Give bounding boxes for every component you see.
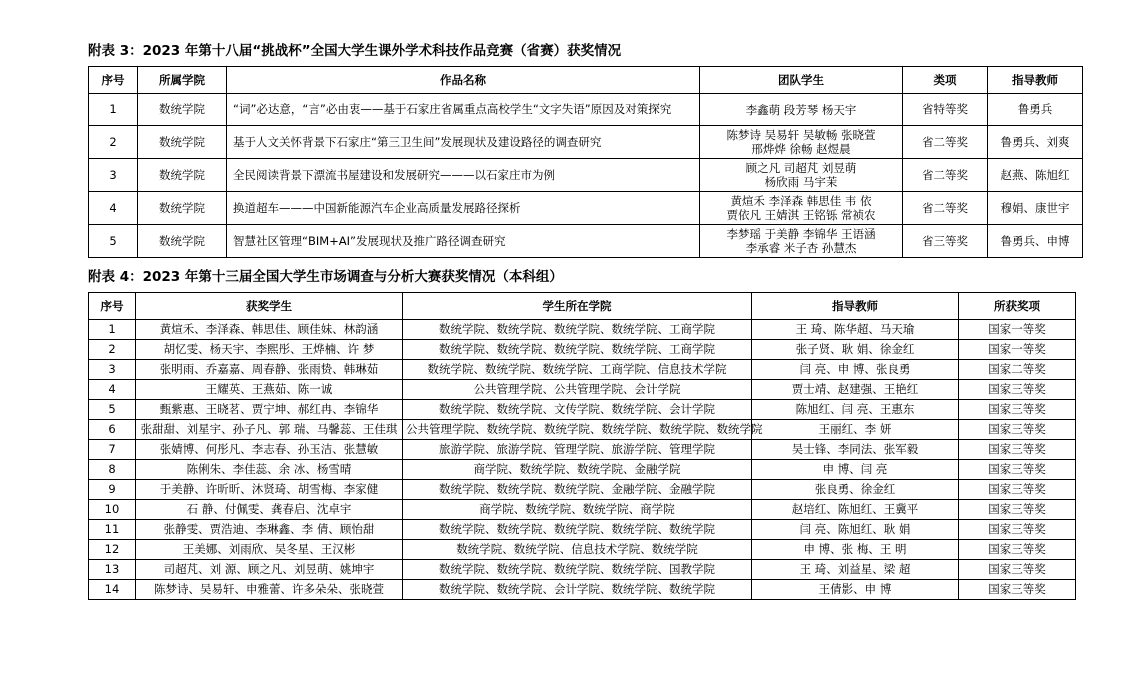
- team-line: 李梦瑶 于美静 李锦华 王语涵: [726, 227, 876, 241]
- cell-award: 省二等奖: [903, 192, 988, 225]
- team-line: 贾依凡 王婧淇 王铭铄 常祯农: [726, 208, 876, 222]
- table-row: [89, 159, 1083, 192]
- cell-colleges: 公共管理学院、数统学院、数统学院、数统学院、数统学院、数统学院: [403, 420, 752, 440]
- cell-seq: 11: [89, 520, 136, 540]
- cell-teacher: [988, 192, 1083, 225]
- teacher-line: 鲁勇兵: [1017, 102, 1053, 116]
- cell-teachers: 贾士靖、赵建强、王艳红: [752, 380, 959, 400]
- cell-teachers: 闫 亮、陈旭红、耿 娟: [752, 520, 959, 540]
- cell-college: 数统学院: [138, 94, 227, 126]
- cell-colleges: 数统学院、数统学院、信息技术学院、数统学院: [403, 540, 752, 560]
- cell-teachers: 闫 亮、申 博、张良勇: [752, 360, 959, 380]
- cell-seq: 5: [89, 225, 138, 258]
- table3-head: [89, 67, 1083, 94]
- cell-award: 国家三等奖: [959, 520, 1076, 540]
- table-row: [89, 560, 1076, 580]
- table-row: [89, 500, 1076, 520]
- table3-body: [89, 94, 1083, 258]
- cell-award: 省二等奖: [903, 159, 988, 192]
- table-row: [89, 400, 1076, 420]
- cell-colleges: 旅游学院、旅游学院、管理学院、旅游学院、管理学院: [403, 440, 752, 460]
- cell-seq: 7: [89, 440, 136, 460]
- cell-award: 国家二等奖: [959, 360, 1076, 380]
- cell-award: 国家一等奖: [959, 340, 1076, 360]
- cell-award: 国家三等奖: [959, 500, 1076, 520]
- cell-students: 黄煊禾、李泽森、韩思佳、顾佳妹、林韵涵: [136, 320, 403, 340]
- table3-header-team: 团队学生: [700, 67, 903, 94]
- table-attachment-3: [88, 66, 1083, 258]
- table-row: [89, 440, 1076, 460]
- table3-header-college: 所属学院: [138, 67, 227, 94]
- teacher-line: 穆娟、康世宇: [1000, 200, 1070, 215]
- cell-seq: 10: [89, 500, 136, 520]
- cell-seq: 12: [89, 540, 136, 560]
- team-line: 杨欣雨 马宇茉: [764, 175, 838, 189]
- cell-teachers: 王 琦、陈华超、马天瑜: [752, 320, 959, 340]
- table3-header-award: 类项: [903, 67, 988, 94]
- cell-award: 国家三等奖: [959, 560, 1076, 580]
- table-row: [89, 580, 1076, 600]
- cell-teachers: 申 博、闫 亮: [752, 460, 959, 480]
- cell-college: 数统学院: [138, 192, 227, 225]
- cell-seq: 8: [89, 460, 136, 480]
- cell-colleges: 商学院、数统学院、数统学院、商学院: [403, 500, 752, 520]
- table-attachment-4: [88, 292, 1076, 600]
- table-header-row: [89, 67, 1083, 94]
- cell-students: 陈梦诗、吴易轩、申雅蕾、许多朵朵、张晓萱: [136, 580, 403, 600]
- cell-seq: 1: [89, 320, 136, 340]
- teacher-line: 鲁勇兵、刘爽: [1000, 134, 1070, 149]
- cell-seq: 3: [89, 159, 138, 192]
- table-row: [89, 225, 1083, 258]
- team-line: 陈梦诗 吴易轩 吴敏畅 张晓萱: [726, 128, 876, 142]
- cell-students: 陈俐朱、李佳蕊、余 冰、杨雪晴: [136, 460, 403, 480]
- cell-award: 省三等奖: [903, 225, 988, 258]
- cell-award: 国家三等奖: [959, 440, 1076, 460]
- cell-seq: 4: [89, 380, 136, 400]
- cell-award: 国家三等奖: [959, 580, 1076, 600]
- cell-college: 数统学院: [138, 225, 227, 258]
- cell-seq: 9: [89, 480, 136, 500]
- cell-teachers: 赵培红、陈旭红、王冀平: [752, 500, 959, 520]
- cell-colleges: 数统学院、数统学院、会计学院、数统学院、数统学院: [403, 580, 752, 600]
- cell-work: “词”必达意，“言”必由衷——基于石家庄省属重点高校学生“文字失语”原因及对策探究: [227, 94, 700, 126]
- cell-seq: 3: [89, 360, 136, 380]
- teacher-line: 赵燕、陈旭红: [1000, 167, 1070, 182]
- cell-students: 张甜甜、刘星宇、孙子凡、郭 瑞、马馨蕊、王佳琪: [136, 420, 403, 440]
- cell-teachers: 陈旭红、闫 亮、王惠东: [752, 400, 959, 420]
- table-header-row: [89, 293, 1076, 320]
- cell-award: 国家三等奖: [959, 400, 1076, 420]
- cell-seq: 1: [89, 94, 138, 126]
- table4-header-award: 所获奖项: [959, 293, 1076, 320]
- table-row: [89, 320, 1076, 340]
- table4-header-teachers: 指导教师: [752, 293, 959, 320]
- table4-head: [89, 293, 1076, 320]
- cell-award: 国家三等奖: [959, 420, 1076, 440]
- table4-header-colleges: 学生所在学院: [403, 293, 752, 320]
- cell-award: 国家三等奖: [959, 460, 1076, 480]
- table3-header-work: 作品名称: [227, 67, 700, 94]
- table-row: [89, 520, 1076, 540]
- cell-students: 张明雨、乔嘉嘉、周春静、张雨贽、韩琳茹: [136, 360, 403, 380]
- cell-students: 于美静、许昕昕、沐贤琦、胡雪梅、李家健: [136, 480, 403, 500]
- cell-colleges: 数统学院、数统学院、数统学院、数统学院、工商学院: [403, 340, 752, 360]
- cell-students: 王美娜、刘雨欣、吴冬星、王汉彬: [136, 540, 403, 560]
- cell-colleges: 数统学院、数统学院、数统学院、数统学院、国教学院: [403, 560, 752, 580]
- cell-students: 石 静、付佩雯、龚春启、沈卓宇: [136, 500, 403, 520]
- cell-award: 国家三等奖: [959, 540, 1076, 560]
- cell-teachers: 王丽红、李 妍: [752, 420, 959, 440]
- table-row: [89, 94, 1083, 126]
- table4-body: [89, 320, 1076, 600]
- cell-seq: 13: [89, 560, 136, 580]
- cell-award: 国家一等奖: [959, 320, 1076, 340]
- cell-seq: 4: [89, 192, 138, 225]
- cell-teachers: 王 琦、刘益星、梁 超: [752, 560, 959, 580]
- cell-teachers: 张子贤、耿 娟、徐金红: [752, 340, 959, 360]
- cell-team: [700, 192, 903, 225]
- cell-award: 省二等奖: [903, 126, 988, 159]
- cell-teachers: 王倩影、申 博: [752, 580, 959, 600]
- table-row: [89, 340, 1076, 360]
- cell-seq: 14: [89, 580, 136, 600]
- cell-colleges: 数统学院、数统学院、数统学院、金融学院、金融学院: [403, 480, 752, 500]
- cell-colleges: 公共管理学院、公共管理学院、会计学院: [403, 380, 752, 400]
- cell-students: 王耀英、王燕茹、陈一诚: [136, 380, 403, 400]
- cell-college: 数统学院: [138, 126, 227, 159]
- section-attachment-4: [88, 268, 1046, 600]
- cell-college: 数统学院: [138, 159, 227, 192]
- team-line: 李鑫萌 段芳琴 杨天宇: [745, 102, 857, 117]
- table3-header-seq: 序号: [89, 67, 138, 94]
- cell-seq: 2: [89, 126, 138, 159]
- table-row: [89, 192, 1083, 225]
- cell-teachers: 吴士锋、李同法、张军毅: [752, 440, 959, 460]
- cell-teacher: [988, 225, 1083, 258]
- cell-work: 基于人文关怀背景下石家庄“第三卫生间”发展现状及建设路径的调查研究: [227, 126, 700, 159]
- cell-students: 张静雯、贾浩迪、李琳鑫、李 倩、顾怡甜: [136, 520, 403, 540]
- table3-header-teacher: 指导教师: [988, 67, 1083, 94]
- cell-students: 胡忆雯、杨天宇、李熙彤、王烨楠、许 梦: [136, 340, 403, 360]
- cell-students: 甄紫惠、王晓茗、贾宁坤、郝红冉、李锦华: [136, 400, 403, 420]
- cell-team: [700, 159, 903, 192]
- cell-colleges: 数统学院、数统学院、数统学院、数统学院、工商学院: [403, 320, 752, 340]
- table4-title: 附表 4：2023 年第十三届全国大学生市场调查与分析大赛获奖情况（本科组）: [88, 269, 563, 285]
- table-row: [89, 126, 1083, 159]
- team-line: 邢烨烨 徐畅 赵煜晨: [751, 142, 851, 156]
- cell-colleges: 数统学院、数统学院、文传学院、数统学院、会计学院: [403, 400, 752, 420]
- team-line: 顾之凡 司超芃 刘昱萌: [745, 161, 857, 175]
- cell-work: 全民阅读背景下漂流书屋建设和发展研究———以石家庄市为例: [227, 159, 700, 192]
- cell-students: 司超芃、刘 源、顾之凡、刘昱萌、姚坤宇: [136, 560, 403, 580]
- table-row: [89, 380, 1076, 400]
- cell-teachers: 申 博、张 梅、王 明: [752, 540, 959, 560]
- table-row: [89, 540, 1076, 560]
- cell-work: 智慧社区管理“BIM+AI”发展现状及推广路径调查研究: [227, 225, 700, 258]
- cell-colleges: 商学院、数统学院、数统学院、金融学院: [403, 460, 752, 480]
- teacher-line: 鲁勇兵、申博: [1000, 233, 1070, 248]
- cell-team: [700, 225, 903, 258]
- cell-colleges: 数统学院、数统学院、数统学院、工商学院、信息技术学院: [403, 360, 752, 380]
- team-line: 李承睿 米子杏 孙慧杰: [745, 241, 857, 255]
- table4-header-students: 获奖学生: [136, 293, 403, 320]
- cell-teachers: 张良勇、徐金红: [752, 480, 959, 500]
- table-row: [89, 360, 1076, 380]
- cell-award: 国家三等奖: [959, 380, 1076, 400]
- table4-header-seq: 序号: [89, 293, 136, 320]
- cell-students: 张婧博、何彤凡、李志春、孙玉洁、张慧敏: [136, 440, 403, 460]
- cell-work: 换道超车———中国新能源汽车企业高质量发展路径探析: [227, 192, 700, 225]
- table-row: [89, 420, 1076, 440]
- cell-teacher: [988, 94, 1083, 126]
- cell-seq: 6: [89, 420, 136, 440]
- cell-teacher: [988, 126, 1083, 159]
- cell-award: 国家三等奖: [959, 480, 1076, 500]
- cell-seq: 2: [89, 340, 136, 360]
- team-line: 黄煊禾 李泽森 韩思佳 韦 依: [730, 194, 872, 208]
- table-row: [89, 480, 1076, 500]
- section-attachment-3: [88, 42, 1070, 258]
- cell-seq: 5: [89, 400, 136, 420]
- cell-team: [700, 94, 903, 126]
- table3-title: 附表 3：2023 年第十八届“挑战杯”全国大学生课外学术科技作品竞赛（省赛）获奖情况: [88, 43, 622, 59]
- table-row: [89, 460, 1076, 480]
- cell-colleges: 数统学院、数统学院、数统学院、数统学院、数统学院: [403, 520, 752, 540]
- cell-teacher: [988, 159, 1083, 192]
- cell-award: 省特等奖: [903, 94, 988, 126]
- cell-team: [700, 126, 903, 159]
